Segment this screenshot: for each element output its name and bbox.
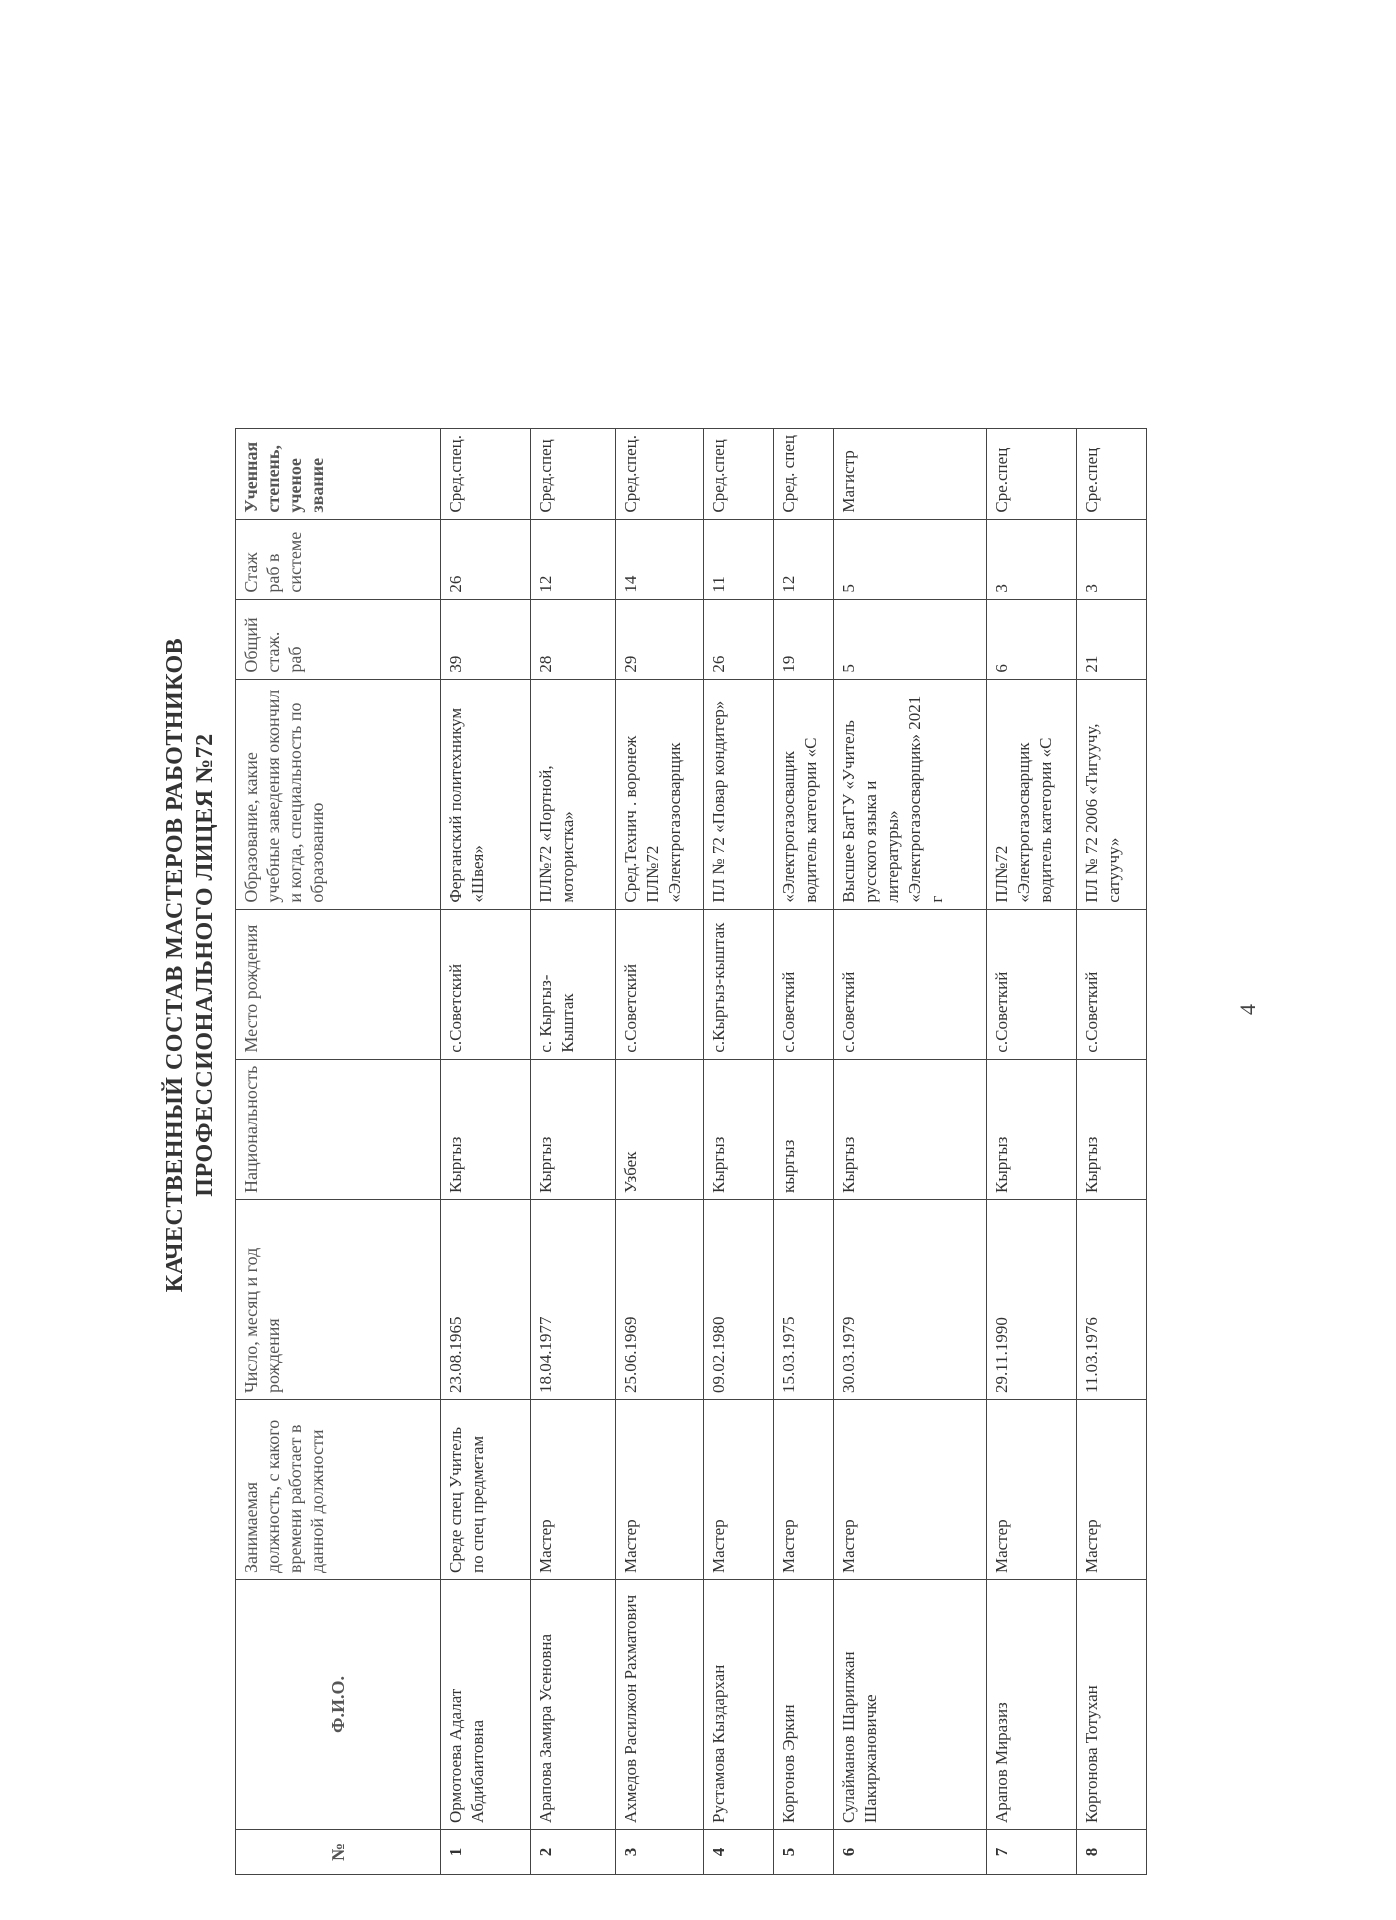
page-number: 4 xyxy=(1235,1004,1260,1015)
cell-num: 6 xyxy=(834,1830,987,1875)
cell-birth-date: 25.06.1969 xyxy=(616,1200,704,1400)
cell-system-exp: 3 xyxy=(987,519,1077,599)
cell-position: Мастер xyxy=(1077,1400,1147,1580)
header-degree: Ученная степень, ученое звание xyxy=(236,429,441,520)
cell-position: Мастер xyxy=(704,1400,774,1580)
cell-nationality: Узбек xyxy=(616,1059,704,1199)
header-system-exp: Стаж раб в системе xyxy=(236,519,441,599)
cell-birth-date: 29.11.1990 xyxy=(987,1200,1077,1400)
table-row xyxy=(616,429,704,1875)
header-row xyxy=(236,429,441,1875)
cell-birth-place: с.Советский xyxy=(616,909,704,1059)
cell-position: Мастер xyxy=(616,1400,704,1580)
cell-position: Среде спец Учитель по спец предметам xyxy=(441,1400,531,1580)
cell-degree: Сред. спец xyxy=(774,429,834,520)
cell-education: ПЛ № 72 «Повар кондитер» xyxy=(704,679,774,909)
cell-total-exp: 5 xyxy=(834,599,987,679)
header-birth-date: Число, месяц и год рождения xyxy=(236,1200,441,1400)
table-row xyxy=(774,429,834,1875)
cell-nationality: Кыргыз xyxy=(441,1059,531,1199)
cell-total-exp: 39 xyxy=(441,599,531,679)
cell-degree: Сре.спец xyxy=(1077,429,1147,520)
header-num: № xyxy=(236,1830,441,1875)
staff-table xyxy=(235,428,1147,1875)
document-title xyxy=(160,55,220,1875)
cell-birth-place: с. Кыргыз-Кыштак xyxy=(531,909,616,1059)
cell-system-exp: 12 xyxy=(531,519,616,599)
cell-total-exp: 19 xyxy=(774,599,834,679)
cell-fio: Сулайманов Шарипжан Шакиржановичке xyxy=(834,1580,987,1830)
cell-system-exp: 3 xyxy=(1077,519,1147,599)
header-position: Занимаемая должность, с какого времени работает в данной должности xyxy=(236,1400,441,1580)
cell-system-exp: 14 xyxy=(616,519,704,599)
cell-fio: Ахмедов Расилжон Рахматович xyxy=(616,1580,704,1830)
cell-birth-date: 15.03.1975 xyxy=(774,1200,834,1400)
rotated-page xyxy=(150,55,1260,1875)
cell-birth-date: 18.04.1977 xyxy=(531,1200,616,1400)
header-birth-place: Место рождения xyxy=(236,909,441,1059)
cell-total-exp: 26 xyxy=(704,599,774,679)
cell-degree: Сред.спец. xyxy=(441,429,531,520)
cell-birth-place: с.Советкий xyxy=(1077,909,1147,1059)
cell-fio: Коргонов Эркин xyxy=(774,1580,834,1830)
cell-total-exp: 29 xyxy=(616,599,704,679)
cell-position: Мастер xyxy=(531,1400,616,1580)
cell-nationality: кыргыз xyxy=(774,1059,834,1199)
cell-num: 7 xyxy=(987,1830,1077,1875)
cell-num: 2 xyxy=(531,1830,616,1875)
header-total-exp: Общий стаж. раб xyxy=(236,599,441,679)
cell-num: 4 xyxy=(704,1830,774,1875)
cell-nationality: Кыргыз xyxy=(1077,1059,1147,1199)
cell-education: Ферганский политехникум «Швея» xyxy=(441,679,531,909)
cell-birth-place: с.Советский xyxy=(441,909,531,1059)
cell-num: 1 xyxy=(441,1830,531,1875)
cell-system-exp: 5 xyxy=(834,519,987,599)
cell-education: Сред.Технич . воронеж ПЛ№72 «Электрогазосварщик xyxy=(616,679,704,909)
cell-education: ПЛ№72 «Портной, мотористка» xyxy=(531,679,616,909)
cell-degree: Сред.спец xyxy=(531,429,616,520)
cell-birth-place: с.Кыргыз-кыштак xyxy=(704,909,774,1059)
cell-fio: Коргонова Тотухан xyxy=(1077,1580,1147,1830)
cell-fio: Арапова Замира Усеновна xyxy=(531,1580,616,1830)
cell-num: 5 xyxy=(774,1830,834,1875)
cell-system-exp: 11 xyxy=(704,519,774,599)
cell-birth-date: 30.03.1979 xyxy=(834,1200,987,1400)
cell-position: Мастер xyxy=(774,1400,834,1580)
cell-birth-place: с.Советкий xyxy=(834,909,987,1059)
cell-nationality: Кыргыз xyxy=(834,1059,987,1199)
cell-degree: Сре.спец xyxy=(987,429,1077,520)
header-fio: Ф.И.О. xyxy=(236,1580,441,1830)
title-line-2: ПРОФЕССИОНАЛЬНОГО ЛИЦЕЯ №72 xyxy=(192,733,218,1197)
cell-birth-date: 23.08.1965 xyxy=(441,1200,531,1400)
table-row xyxy=(441,429,531,1875)
cell-birth-date: 11.03.1976 xyxy=(1077,1200,1147,1400)
cell-total-exp: 21 xyxy=(1077,599,1147,679)
cell-num: 8 xyxy=(1077,1830,1147,1875)
cell-education: ПЛ№72 «Электрогазосварщик водитель категории «С xyxy=(987,679,1077,909)
cell-total-exp: 6 xyxy=(987,599,1077,679)
cell-nationality: Кыргыз xyxy=(987,1059,1077,1199)
table-row xyxy=(1077,429,1147,1875)
title-line-1: КАЧЕСТВЕННЫЙ СОСТАВ МАСТЕРОВ РАБОТНИКОВ xyxy=(162,637,188,1293)
table-row xyxy=(834,429,987,1875)
cell-education: Высшее БатГУ «Учитель русского языка и литературы» «Электрогазосварщик» 2021 г xyxy=(834,679,987,909)
cell-birth-place: с.Советкий xyxy=(774,909,834,1059)
cell-fio: Ормотоева Адалат Абдибаитовна xyxy=(441,1580,531,1830)
header-nationality: Национальность xyxy=(236,1059,441,1199)
cell-nationality: Кыргыз xyxy=(704,1059,774,1199)
cell-position: Мастер xyxy=(987,1400,1077,1580)
cell-degree: Сред.спец xyxy=(704,429,774,520)
cell-fio: Арапов Миразиз xyxy=(987,1580,1077,1830)
table-row xyxy=(987,429,1077,1875)
cell-education: ПЛ № 72 2006 «Тигуучу, сатуучу» xyxy=(1077,679,1147,909)
cell-num: 3 xyxy=(616,1830,704,1875)
cell-system-exp: 12 xyxy=(774,519,834,599)
header-education: Образование, какие учебные заведения окончил и когда, специальность по образованию xyxy=(236,679,441,909)
cell-birth-date: 09.02.1980 xyxy=(704,1200,774,1400)
cell-fio: Рустамова Кыздархан xyxy=(704,1580,774,1830)
cell-degree: Магистр xyxy=(834,429,987,520)
table-row xyxy=(531,429,616,1875)
cell-total-exp: 28 xyxy=(531,599,616,679)
cell-position: Мастер xyxy=(834,1400,987,1580)
cell-degree: Сред.спец. xyxy=(616,429,704,520)
cell-birth-place: с.Советкий xyxy=(987,909,1077,1059)
cell-system-exp: 26 xyxy=(441,519,531,599)
cell-education: «Электрогазосващик водитель категории «С xyxy=(774,679,834,909)
table-row xyxy=(704,429,774,1875)
cell-nationality: Кыргыз xyxy=(531,1059,616,1199)
